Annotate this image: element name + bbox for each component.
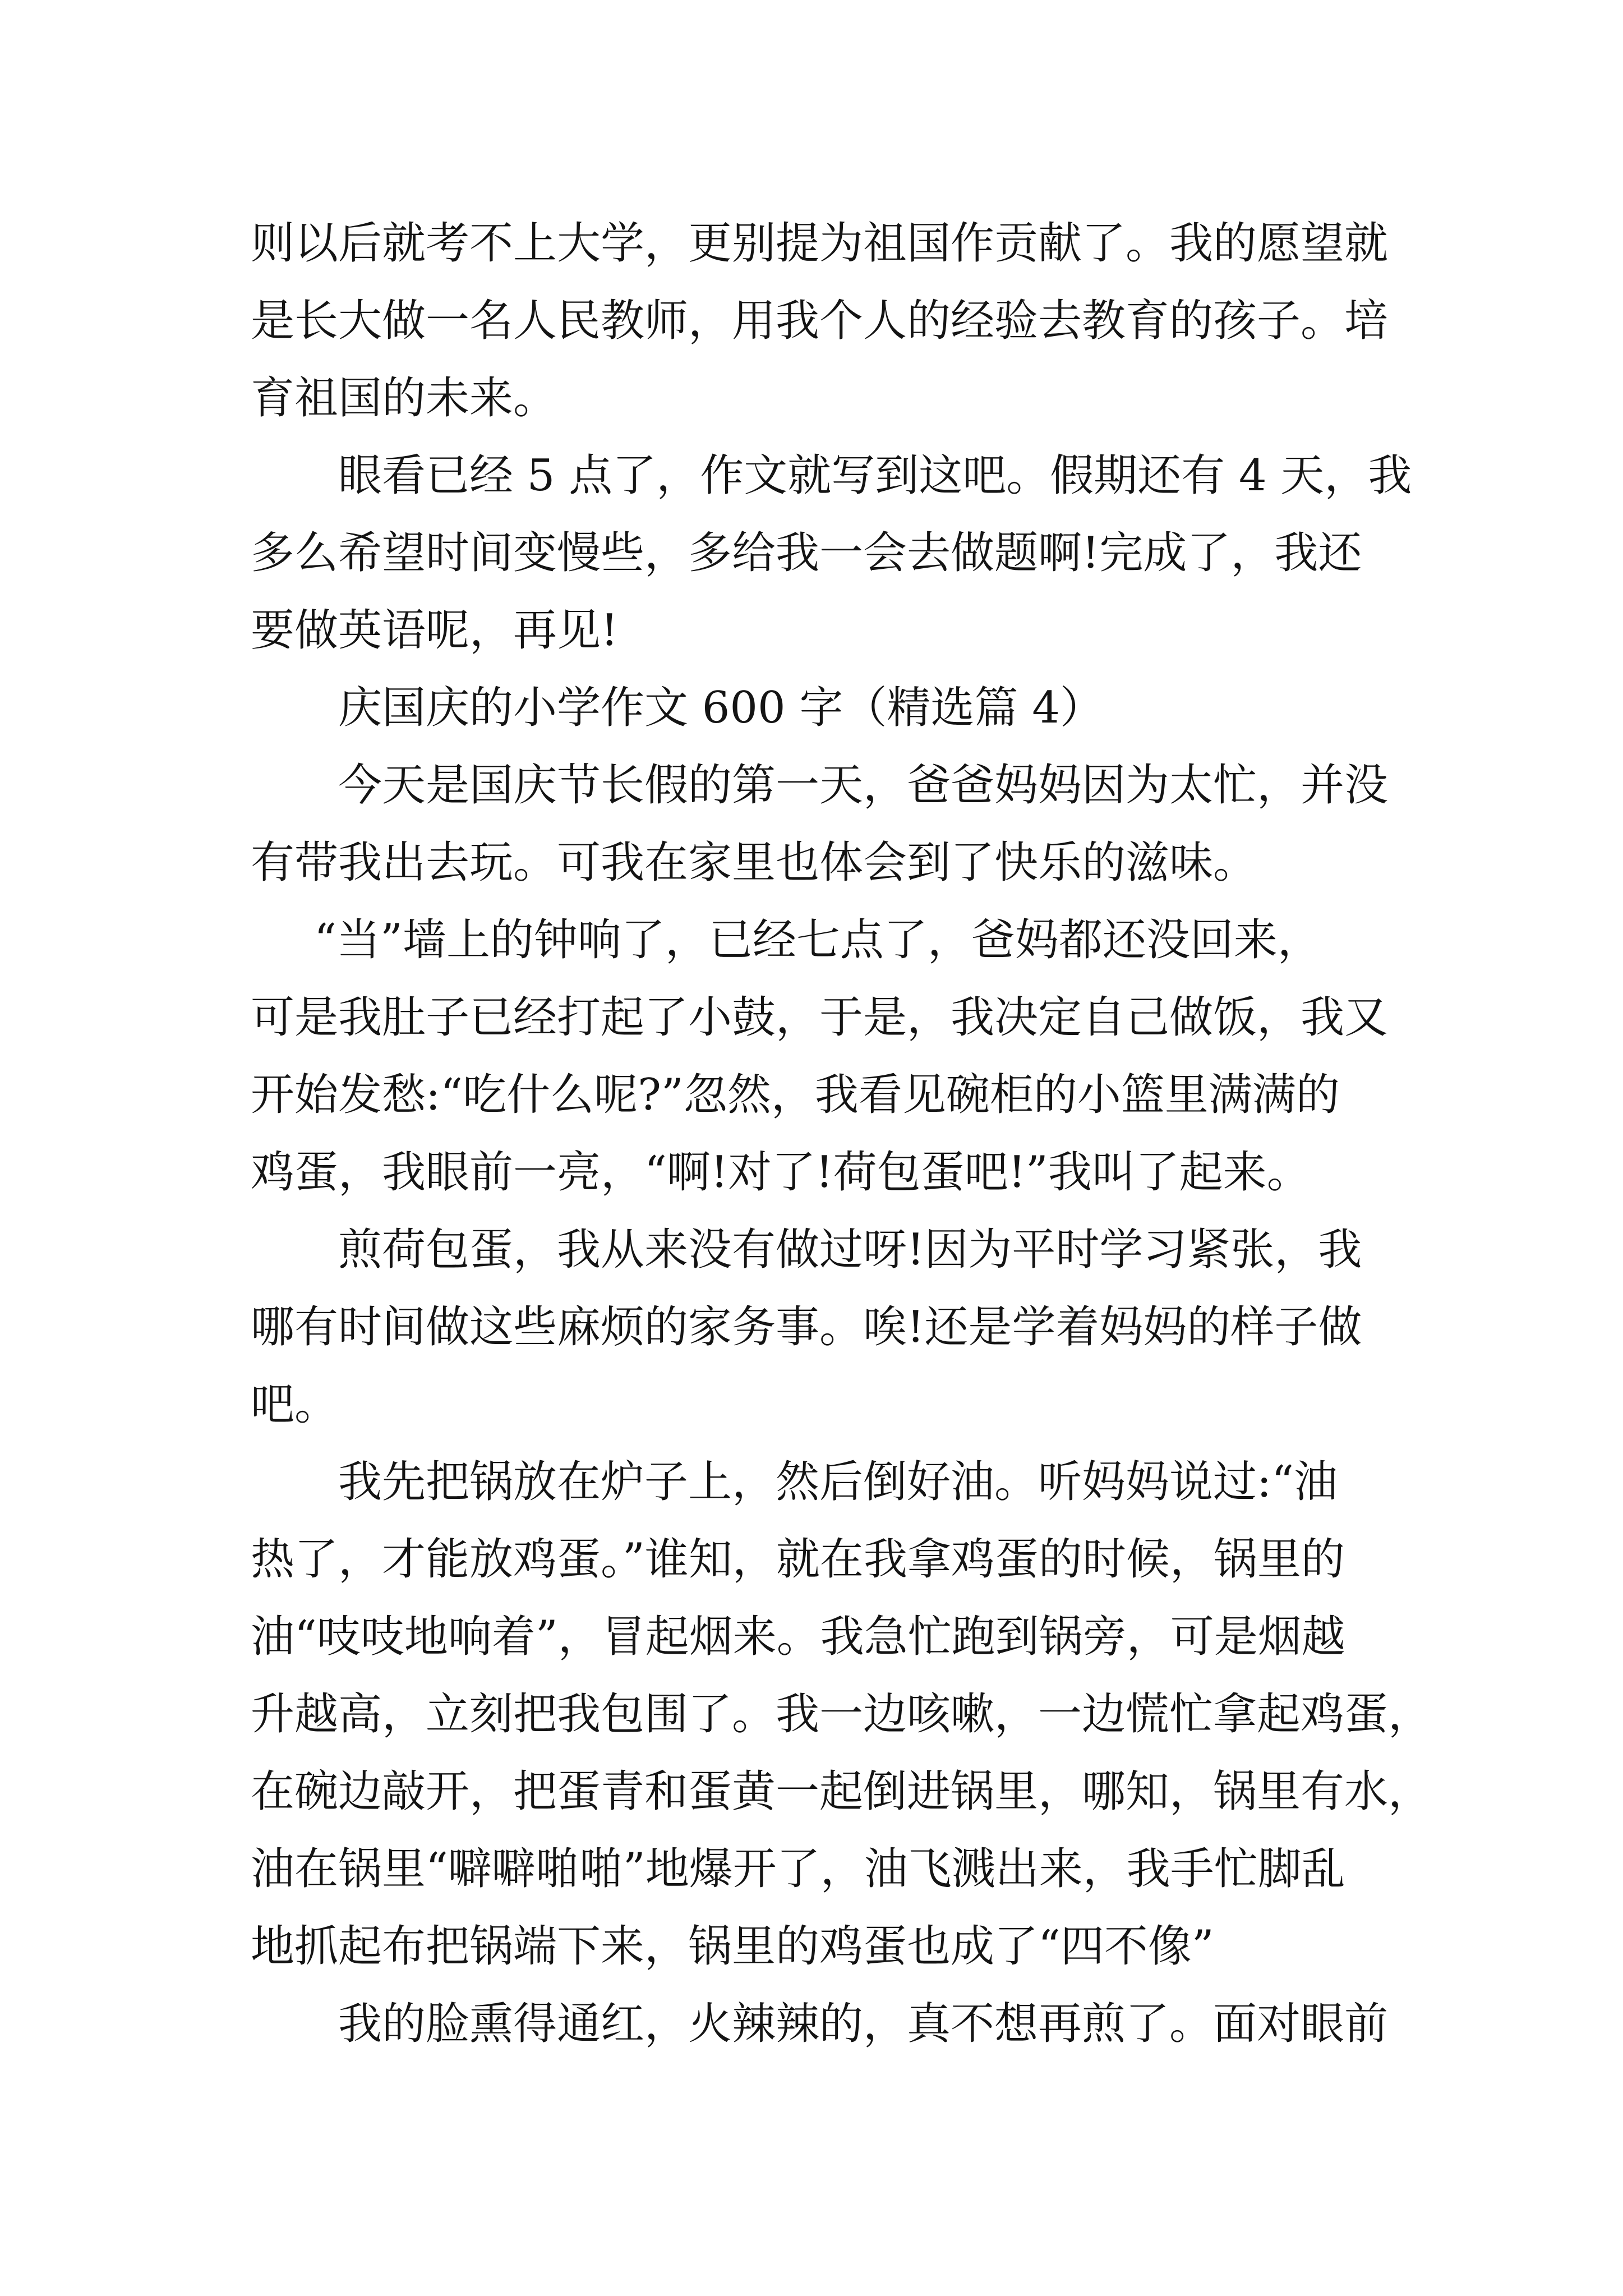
text-line: 育祖国的未来。 <box>251 373 557 424</box>
text-line: 地抓起布把锅端下来，锅里的鸡蛋也成了“四不像” <box>251 1921 1214 1972</box>
section-heading <box>251 669 1541 747</box>
text-line: 我的脸熏得通红，火辣辣的，真不想再煎了。面对眼前 <box>338 1999 1389 2049</box>
section-heading-text: 庆国庆的小学作文 600 字（精选篇 4） <box>338 683 1104 733</box>
text-line: 油在锅里“噼噼啪啪”地爆开了，油飞溅出来，我手忙脚乱 <box>251 1844 1345 1894</box>
text-line: 今天是国庆节长假的第一天，爸爸妈妈因为太忙，并没 <box>338 760 1389 811</box>
text-line: 哪有时间做这些麻烦的家务事。唉!还是学着妈妈的样子做 <box>251 1302 1362 1352</box>
text-line: 多么希望时间变慢些，多给我一会去做题啊!完成了，我还 <box>251 528 1362 578</box>
paragraph <box>251 901 1541 1211</box>
text-line: 是长大做一名人民教师，用我个人的经验去教育的孩子。培 <box>251 296 1389 346</box>
text-line: 鸡蛋，我眼前一亮，“啊!对了!荷包蛋吧!”我叫了起来。 <box>251 1147 1311 1198</box>
text-line: 可是我肚子已经打起了小鼓，于是，我决定自己做饭，我又 <box>251 992 1389 1043</box>
text-line: 煎荷包蛋，我从来没有做过呀!因为平时学习紧张，我 <box>338 1225 1362 1275</box>
paragraph-continued <box>251 205 1541 437</box>
paragraph <box>251 1985 1541 2063</box>
paragraph <box>251 1211 1541 1443</box>
text-line: 开始发愁:“吃什么呢?”忽然，我看见碗柜的小篮里满满的 <box>251 1070 1340 1120</box>
text-line: 眼看已经 5 点了，作文就写到这吧。假期还有 4 天，我 <box>338 450 1412 501</box>
text-line: 热了，才能放鸡蛋。”谁知，就在我拿鸡蛋的时候，锅里的 <box>251 1534 1345 1585</box>
document-body <box>251 205 1541 2063</box>
text-line: 在碗边敲开，把蛋青和蛋黄一起倒进锅里，哪知，锅里有水， <box>251 1766 1432 1817</box>
text-line: “当”墙上的钟响了，已经七点了，爸妈都还没回来， <box>314 915 1321 965</box>
paragraph <box>251 747 1541 901</box>
paragraph <box>251 1443 1541 1985</box>
text-line: 升越高，立刻把我包围了。我一边咳嗽，一边慌忙拿起鸡蛋， <box>251 1689 1432 1740</box>
paragraph <box>251 437 1541 669</box>
text-line: 要做英语呢，再见! <box>251 605 619 656</box>
text-line: 吧。 <box>251 1379 339 1430</box>
text-line: 油“吱吱地响着”，冒起烟来。我急忙跑到锅旁，可是烟越 <box>251 1612 1345 1662</box>
text-line: 有带我出去玩。可我在家里也体会到了快乐的滋味。 <box>251 838 1257 888</box>
text-line: 则以后就考不上大学，更别提为祖国作贡献了。我的愿望就 <box>251 218 1389 269</box>
text-line: 我先把锅放在炉子上，然后倒好油。听妈妈说过:“油 <box>338 1457 1338 1507</box>
